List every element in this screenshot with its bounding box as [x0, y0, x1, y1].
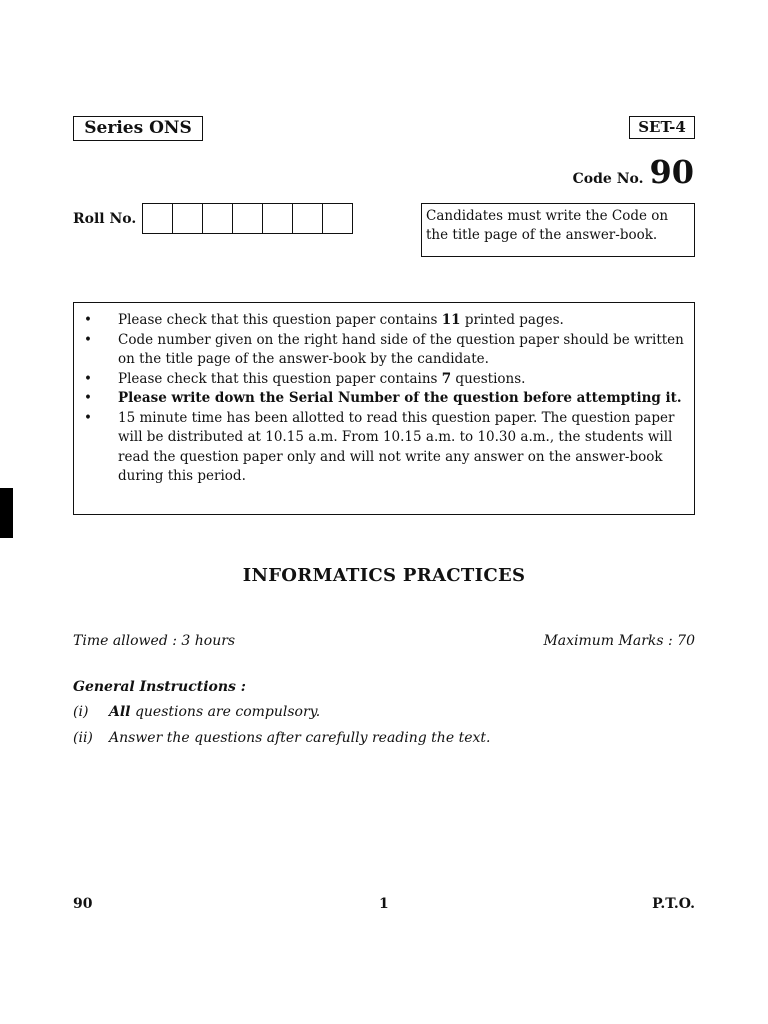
- roll-number-cell[interactable]: [172, 203, 203, 234]
- set-label: SET-4: [629, 116, 695, 139]
- general-instruction-item: [73, 730, 490, 746]
- code-number-block: [573, 152, 694, 192]
- general-instruction-number: (i): [73, 704, 89, 720]
- bullet-icon: •: [84, 390, 92, 406]
- paper-title: INFORMATICS PRACTICES: [242, 565, 526, 586]
- maximum-marks: Maximum Marks : 70: [543, 633, 695, 649]
- roll-number-cell[interactable]: [322, 203, 353, 234]
- bullet-icon: •: [84, 331, 92, 348]
- roll-number-cell[interactable]: [202, 203, 233, 234]
- code-label: Code No.: [572, 171, 644, 187]
- instruction-text: Please check that this question paper contains 7 questions.: [118, 370, 526, 387]
- general-instruction-item: [73, 704, 320, 720]
- instruction-item: [82, 370, 686, 390]
- side-marker: [0, 488, 13, 538]
- bullet-icon: •: [84, 370, 92, 387]
- page-number: 1: [379, 896, 389, 912]
- please-turn-over: P.T.O.: [652, 896, 695, 912]
- candidate-note-text: Candidates must write the Code on the title page of the answer-book.: [426, 208, 669, 243]
- roll-number-cell[interactable]: [292, 203, 323, 234]
- general-instruction-text: Answer the questions after carefully reading the text.: [109, 730, 491, 746]
- instruction-item: [82, 331, 686, 370]
- instructions-box: [73, 302, 695, 515]
- instruction-text: 15 minute time has been allotted to read this question paper. The question paper will be distributed at 10.15 a.m. From 10.15 a.m. to 10.30 a.m., the students will read the question paper only and will not write any answer on the answer-book during this period.: [118, 409, 675, 484]
- bullet-icon: •: [84, 409, 92, 426]
- instruction-text: Code number given on the right hand side of the question paper should be written on the title page of the answer-book by the candidate.: [118, 331, 684, 367]
- time-allowed: Time allowed : 3 hours: [73, 633, 236, 649]
- instructions-list: [82, 311, 686, 487]
- series-label: Series ONS: [73, 116, 203, 141]
- roll-number-cell[interactable]: [262, 203, 293, 234]
- general-instruction-text: All questions are compulsory.: [109, 704, 321, 720]
- candidate-note-box: [421, 203, 695, 257]
- instruction-item: [82, 311, 686, 331]
- general-instructions-heading: General Instructions :: [73, 679, 246, 695]
- instruction-text: Please check that this question paper contains 11 printed pages.: [118, 312, 564, 328]
- instruction-item: [82, 409, 686, 487]
- bullet-icon: •: [84, 312, 92, 328]
- instruction-item: [82, 389, 686, 409]
- roll-number-label: Roll No.: [73, 211, 137, 227]
- roll-number-cell[interactable]: [142, 203, 173, 234]
- instruction-text: Please write down the Serial Number of the question before attempting it.: [118, 390, 682, 406]
- roll-number-boxes[interactable]: [142, 203, 353, 234]
- footer-code: 90: [73, 896, 93, 912]
- roll-number-cell[interactable]: [232, 203, 263, 234]
- general-instruction-number: (ii): [73, 730, 93, 746]
- code-number: 90: [649, 153, 694, 191]
